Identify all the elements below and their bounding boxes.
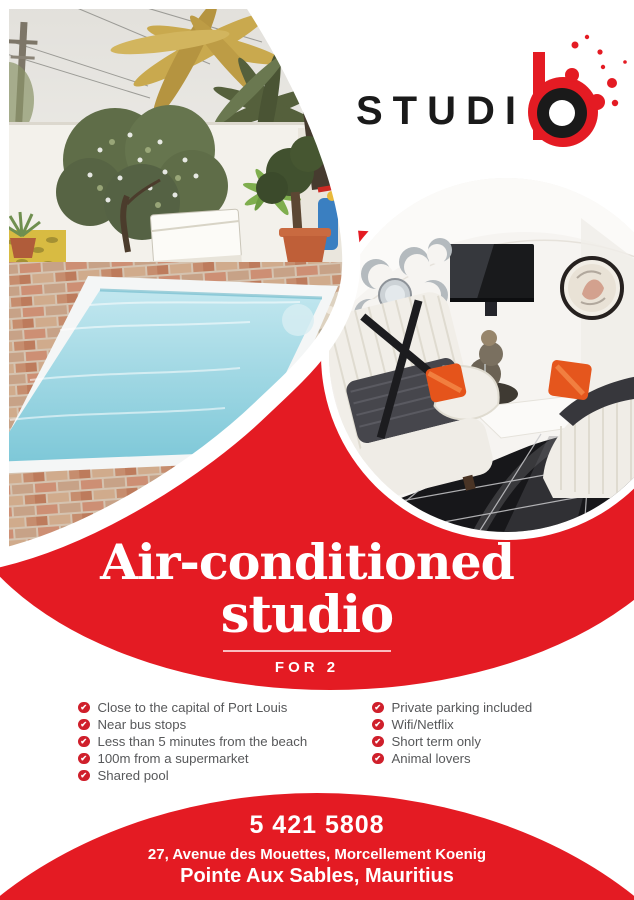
list-item xyxy=(372,716,532,733)
list-item xyxy=(372,750,532,767)
feature-label: Animal lovers xyxy=(391,751,471,766)
studio-b-logo xyxy=(338,26,634,166)
address-line1: 27, Avenue des Mouettes, Morcellement Koenig xyxy=(147,846,487,863)
feature-label: Close to the capital of Port Louis xyxy=(97,700,288,715)
check-icon: ✔ xyxy=(78,702,90,714)
headline-line2: studio xyxy=(220,585,394,645)
check-icon: ✔ xyxy=(78,736,90,748)
feature-label: Wifi/Netflix xyxy=(391,717,454,732)
headline-subtitle: FOR 2 xyxy=(274,659,340,676)
list-item xyxy=(372,699,532,716)
feature-label: Shared pool xyxy=(97,768,169,783)
list-item xyxy=(78,716,307,733)
list-item xyxy=(78,767,307,784)
contact-block xyxy=(0,810,634,888)
feature-label: 100m from a supermarket xyxy=(97,751,249,766)
headline-block xyxy=(17,533,597,676)
orange-pillow-right xyxy=(548,359,593,400)
check-icon: ✔ xyxy=(372,702,384,714)
check-icon: ✔ xyxy=(78,719,90,731)
feature-label: Near bus stops xyxy=(97,717,187,732)
check-icon: ✔ xyxy=(372,753,384,765)
list-item xyxy=(78,699,307,716)
check-icon: ✔ xyxy=(372,719,384,731)
features-left-column xyxy=(78,699,307,784)
list-item xyxy=(78,733,307,750)
clock-illustration xyxy=(562,258,622,318)
interior-photo xyxy=(329,178,634,532)
check-icon: ✔ xyxy=(372,736,384,748)
logo-b-icon xyxy=(528,35,627,147)
headline-line1: Air-conditioned xyxy=(100,533,514,591)
list-item xyxy=(372,733,532,750)
features-right-column xyxy=(372,699,532,767)
pool-photo xyxy=(0,0,372,580)
phone-number: 5 421 5808 xyxy=(249,811,385,839)
check-icon: ✔ xyxy=(78,770,90,782)
pool-photo-illustration xyxy=(0,0,372,580)
feature-label: Short term only xyxy=(391,734,481,749)
feature-label: Private parking included xyxy=(391,700,533,715)
headline-divider xyxy=(223,650,391,652)
list-item xyxy=(78,750,307,767)
interior-photo-illustration xyxy=(329,178,634,532)
address-line2: Pointe Aux Sables, Mauritius xyxy=(180,865,454,887)
check-icon: ✔ xyxy=(78,753,90,765)
feature-label: Less than 5 minutes from the beach xyxy=(97,734,308,749)
logo-text: STUDI xyxy=(356,89,526,133)
